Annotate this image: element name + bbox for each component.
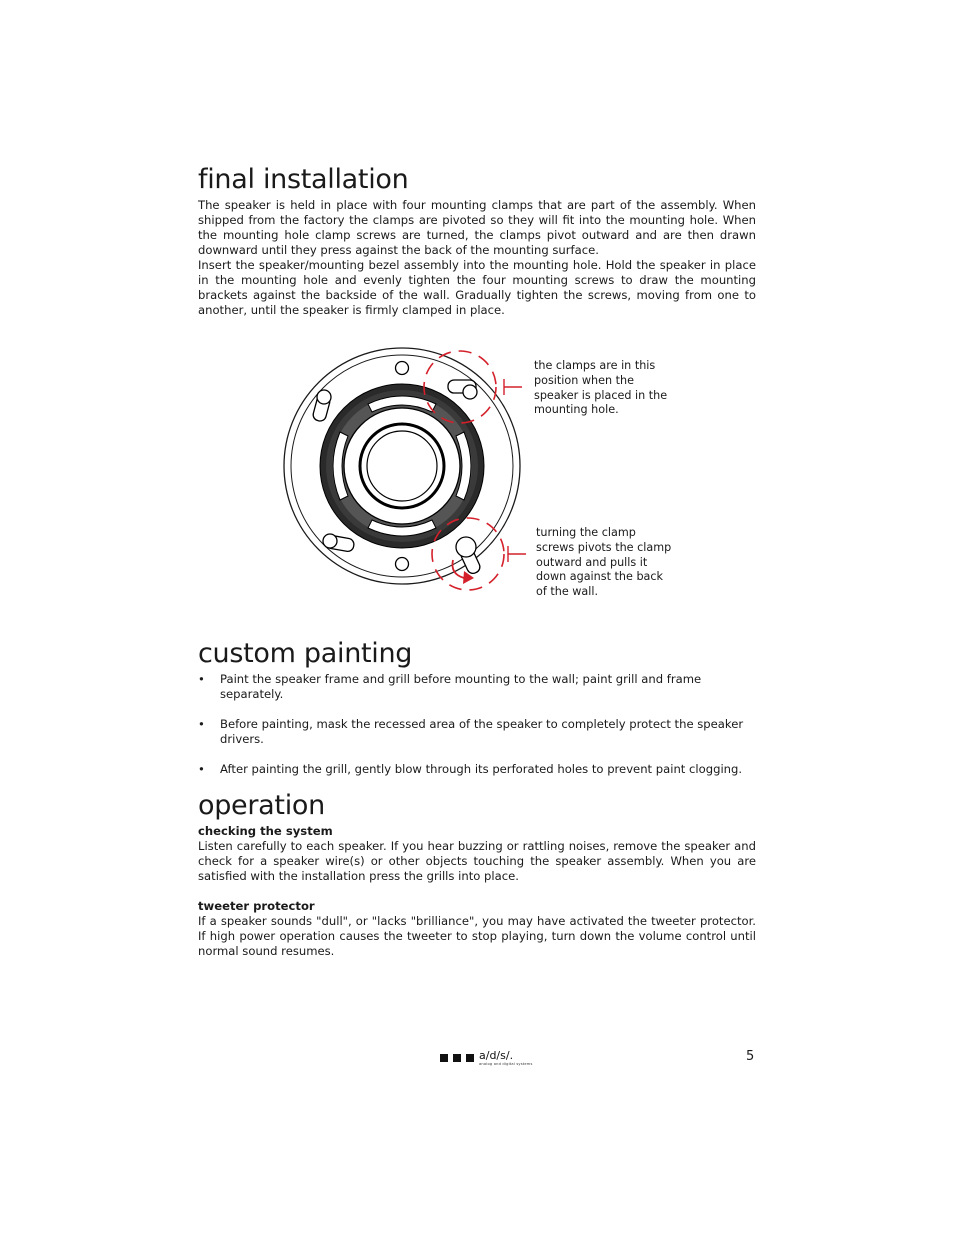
checking-system-text: Listen carefully to each speaker. If you hear buzzing or rattling noises, remove the speaker and check for a speaker wire(s) or other objects touching the speaker assembly. When you are satisfied with the installation press the grills into place. (198, 839, 756, 883)
list-item: • Before painting, mask the recessed area of the speaker to completely protect the speaker drivers. (198, 717, 744, 746)
callout-bottom: turning the clamp screws pivots the clamp outward and pulls it down against the back of the wall. (536, 526, 672, 599)
logo-square-icon (453, 1054, 461, 1062)
logo-square-icon (440, 1054, 448, 1062)
operation-heading: operation (198, 790, 325, 821)
ads-logo (440, 1050, 533, 1067)
custom-painting-section (198, 638, 756, 792)
logo-tagline: analog and digital systems (479, 1062, 533, 1066)
list-item: • Paint the speaker frame and grill before mounting to the wall; paint grill and frame separately. (198, 672, 702, 701)
tweeter-protector-text: If a speaker sounds "dull", or "lacks "brilliance", you may have activated the tweeter protector. If high power operation causes the tweeter to stop playing, turn down the volume control until normal sound resumes. (198, 914, 756, 958)
screw-hole-top (396, 362, 409, 375)
list-item: • After painting the grill, gently blow through its perforated holes to prevent paint clogging. (198, 762, 743, 776)
page-number: 5 (746, 1049, 755, 1064)
painting-bullet-list (198, 672, 756, 777)
tweeter-protector-title: tweeter protector (198, 899, 315, 913)
logo-square-icon (466, 1054, 474, 1062)
final-installation-paragraph-2: Insert the speaker/mounting bezel assembly into the mounting hole. Hold the speaker in place in the mounting hole and evenly tighten the four mounting screws to draw the mounting brackets against the backside of the wall. Gradually tighten the screws, moving from one to another, until the speaker is firmly clamped in place. (198, 258, 756, 317)
checking-system-title: checking the system (198, 824, 333, 838)
screw-hole-bottom (396, 558, 409, 571)
logo-text: a/d/s/. (479, 1049, 514, 1062)
final-installation-paragraph-1: The speaker is held in place with four mounting clamps that are part of the assembly. When shipped from the factory the clamps are pivoted so they will fit into the mounting hole. When the mounting hole clamp screws are turned, the clamps pivot outward and are then drawn downward until they press against the back of the mounting surface. (198, 198, 756, 257)
tweeter-dome (367, 431, 437, 501)
custom-painting-heading: custom painting (198, 638, 413, 669)
operation-section (198, 790, 756, 959)
callout-top: the clamps are in this position when the speaker is placed in the mounting hole. (534, 359, 668, 417)
final-installation-heading: final installation (198, 164, 409, 195)
